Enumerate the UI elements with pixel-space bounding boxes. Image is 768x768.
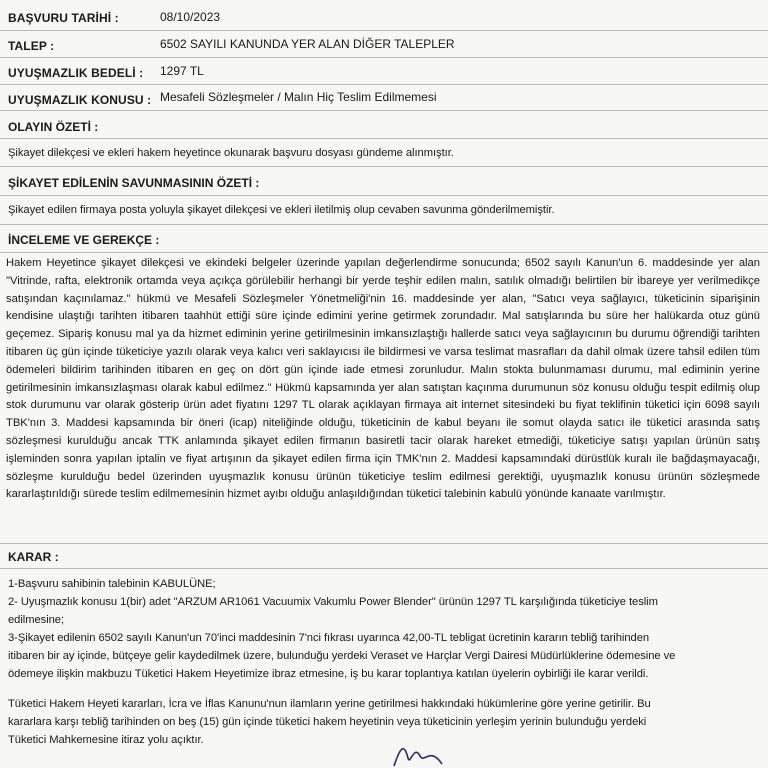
- divider: [0, 84, 768, 85]
- field-value-uyusmazlik-konusu: Mesafeli Sözleşmeler / Malın Hiç Teslim Edilmemesi: [160, 90, 437, 104]
- signature-mark: [390, 738, 450, 768]
- divider: [0, 224, 768, 225]
- field-label-basvuru-tarihi: BAŞVURU TARİHİ :: [8, 11, 119, 25]
- olay-text: Şikayet dilekçesi ve ekleri hakem heyetince okunarak başvuru dosyası gündeme alınmıştır.: [8, 147, 454, 159]
- section-heading-savunma: ŞİKAYET EDİLENİN SAVUNMASININ ÖZETİ :: [8, 176, 260, 190]
- divider: [0, 166, 768, 167]
- karar-line: ödemeye ilişkin makbuzu Tüketici Hakem Heyetimize ibraz etmesine, iş bu karar toplantıya katılan üyelerin oybirliği ile karar verildi.: [8, 668, 649, 680]
- field-label-talep: TALEP :: [8, 39, 55, 53]
- section-heading-olay: OLAYIN ÖZETİ :: [8, 120, 99, 134]
- karar-line: 1-Başvuru sahibinin talebinin KABULÜNE;: [8, 578, 216, 590]
- field-value-uyusmazlik-bedeli: 1297 TL: [160, 64, 204, 78]
- divider: [0, 138, 768, 139]
- footer-line: Tüketici Mahkemesine itiraz yolu açıktır.: [8, 734, 204, 746]
- divider: [0, 568, 768, 569]
- divider: [0, 195, 768, 196]
- footer-line: kararlara karşı tebliğ tarihinden on beş (15) gün içinde tüketici hakem heyetinin veya tüketicinin yerleşim yerinin bulunduğu yerdeki: [8, 716, 647, 728]
- divider: [0, 30, 768, 31]
- divider: [0, 57, 768, 58]
- karar-line: itibaren bir ay içinde, bütçeye gelir kaydedilmek üzere, bulunduğu yerdeki Veraset ve Harçlar Vergi Dairesi Müdürlüklerine ödemesine ve: [8, 650, 676, 662]
- inceleme-paragraph: [6, 255, 760, 504]
- karar-line: 3-Şikayet edilenin 6502 sayılı Kanun'un 70'inci maddesinin 7'nci fıkrası uyarınca 42,00-TL tebligat ücretinin kararın tebliğ tarihinden: [8, 632, 650, 644]
- karar-line: edilmesine;: [8, 614, 65, 626]
- divider: [0, 543, 768, 544]
- field-label-uyusmazlik-konusu: UYUŞMAZLIK KONUSU :: [8, 93, 152, 107]
- field-label-uyusmazlik-bedeli: UYUŞMAZLIK BEDELİ :: [8, 66, 144, 80]
- karar-line: 2- Uyuşmazlık konusu 1(bir) adet "ARZUM AR1061 Vacuumix Vakumlu Power Blender" ürünün 1297 TL karşılığında tüketiciye teslim: [8, 596, 658, 608]
- savunma-text: Şikayet edilen firmaya posta yoluyla şikayet dilekçesi ve ekleri iletilmiş olup cevaben savunma gönderilmemiştir.: [8, 204, 555, 216]
- section-heading-inceleme: İNCELEME VE GEREKÇE :: [8, 233, 160, 247]
- footer-line: Tüketici Hakem Heyeti kararları, İcra ve İflas Kanunu'nun ilamların yerine getirilmesi hakkındaki hükümlerine göre yerine getirilir. Bu: [8, 698, 651, 710]
- divider: [0, 252, 768, 253]
- section-heading-karar: KARAR :: [8, 550, 59, 564]
- field-value-basvuru-tarihi: 08/10/2023: [160, 10, 221, 24]
- inceleme-text: Hakem Heyetince şikayet dilekçesi ve ekindeki belgeler üzerinde yapılan değerlendirme sonucunda; 6502 sayılı Kanun'un 6. maddesinde yer alan "Vitrinde, rafta, elektronik ortamda veya açıkça görülebilir herhangi bir yerde teşhir edilen malın, satılık olmadığı belirtilen bir ibareye yer verilmedikçe satışından kaçınılamaz." hükmü ve Mesafeli Sözleşmeler Yönetmeliği'nin 16. maddesinde yer alan, "Satıcı veya sağlayıcı, tüketicinin siparişinin kendisine ulaştığı tarihten itibaren taahhüt ettiği süre içinde edimini yerine getirmek zorundadır. Mal satışlarında bu süre her halükarda otuz günü geçemez. Sipariş konusu mal ya da hizmet ediminin yerine getirilmesinin imkansızlaştığı hallerde satıcı veya sağlayıcının bu durumu öğrendiği tarihten itibaren üç gün içinde tüketiciye yazılı olarak veya kalıcı veri saklayıcısı ile bildirmesi ve varsa teslimat masrafları da dahil olmak üzere tahsil edilen tüm ödemeleri bildirim tarihinden itibaren en geç on dört gün içinde iade etmesi zorunludur. Malın stokta bulunmaması durumu, mal ediminin yerine getirilmesinin imkansızlaşması olarak kabul edilmez." Hükmü kapsamında yer alan satıştan kaçınma durumunun söz konusu olduğu tespit edilmiş olup stok durumunu var olarak gösterip ürün adet fiyatını 1297 TL olarak açıklayan firmaya ait internet sitesindeki bu fiyat teklifinin tüketici için 6098 sayılı TBK'nın 3. Maddesi kapsamında bir öneri (icap) niteliğinde olduğu, tüketicinin de kabul beyanı ile somut olayda satıcı ile tüketici arasında satış sözleşmesi kurulduğu ancak TTK anlamında şikayet edilen firmanın basiretli tacir olarak hareket etmediği, tüketiciye satışı yapılan ürünün satış işleminden sonra yapılan iptalin ve fiyat artışının da şikayet edilen firma için TMK'nın 2. Maddesi kapsamındaki dürüstlük kuralı ile bağdaşmayacağı, sözleşme kurulduğu bedel üzerinden uyuşmazlık konusu ürünün tüketiciye teslim edilmesi gerektiği, uyuşmazlık konusu ürünün sözleşmede kararlaştırıldığı sürede teslim edilmemesinin hizmet ayıbı olduğu anlaşıldığından tüketici talebinin kabulü yönünde kanaate varılmıştır.: [6, 257, 760, 501]
- divider: [0, 110, 768, 111]
- field-value-talep: 6502 SAYILI KANUNDA YER ALAN DİĞER TALEPLER: [160, 37, 455, 51]
